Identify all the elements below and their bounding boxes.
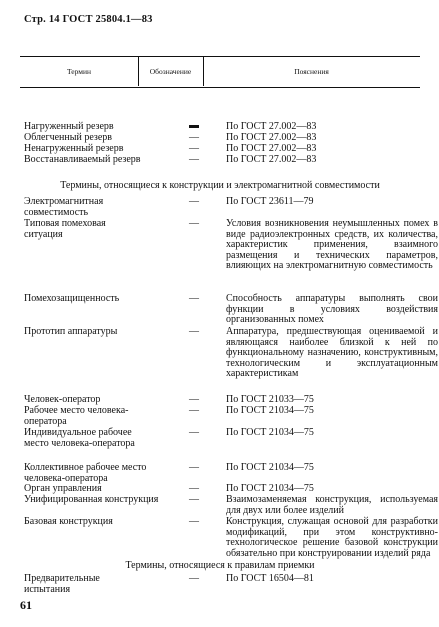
term: Человек-оператор [24, 394, 101, 405]
term: Унифицированная конструкция [24, 494, 159, 505]
explanation: По ГОСТ 21034—75 [226, 405, 314, 416]
explanation: Конструкция, служащая основой для разработки модификаций, при этом конструктивно-технологическое решение базовой конструкции обязательно при конструировании изделий ряда [226, 516, 438, 559]
table-head [20, 56, 420, 88]
explanation: По ГОСТ 23611—79 [226, 196, 314, 207]
explanation: По ГОСТ 27.002—83 [226, 143, 317, 154]
terms-table-header [20, 56, 420, 88]
explanation: По ГОСТ 21034—75 [226, 483, 314, 494]
section-title: Термины, относящиеся к конструкции и электромагнитной совместимости [60, 180, 380, 191]
term: Нагруженный резерв [24, 121, 114, 132]
designation: — [189, 394, 199, 405]
term: Типовая помеховая ситуация [24, 218, 106, 240]
explanation: По ГОСТ 21034—75 [226, 427, 314, 438]
section-title: Термины, относящиеся к правилам приемки [125, 560, 315, 571]
designation: — [189, 494, 199, 505]
designation: — [189, 132, 199, 143]
page-header [24, 14, 153, 25]
designation: — [189, 196, 199, 207]
designation: — [189, 293, 199, 304]
designation: — [189, 405, 199, 416]
term: Предварительные испытания [24, 573, 100, 595]
term: Ненагруженный резерв [24, 143, 124, 154]
page-number: 61 [20, 598, 32, 612]
designation: — [189, 573, 199, 584]
column-divider [203, 56, 204, 86]
column-divider [138, 56, 139, 86]
term: Электромагнитная совместимость [24, 196, 104, 218]
designation: — [189, 143, 199, 154]
explanation: По ГОСТ 21034—75 [226, 462, 314, 473]
designation: — [189, 218, 199, 229]
designation: — [189, 154, 199, 165]
explanation: Способность аппаратуры выполнять свои функции в условиях воздействия организованных помех [226, 293, 438, 325]
explanation: Условия возникновения неумышленных помех в виде радиоэлектронных средств, их количества, характеристик применения, взаимного размещения и технических параметров, влияющих на электромагнитную совместимость [226, 218, 438, 271]
term: Помехозащищенность [24, 293, 120, 304]
designation: — [189, 427, 199, 438]
designation: — [189, 516, 199, 527]
explanation: По ГОСТ 27.002—83 [226, 121, 317, 132]
designation: — [189, 483, 199, 494]
term: Индивидуальное рабочее место человека-оператора [24, 427, 135, 449]
col-term: Термин [66, 67, 92, 76]
term: Облегченный резерв [24, 132, 113, 143]
page-header-code: ГОСТ 25804.1—83 [62, 14, 153, 25]
term: Восстанавливаемый резерв [24, 154, 141, 165]
term: Рабочее место человека-оператора [24, 405, 129, 427]
designation: — [189, 326, 199, 337]
explanation: По ГОСТ 21033—75 [226, 394, 314, 405]
designation: — [189, 462, 199, 473]
explanation: По ГОСТ 16504—81 [226, 573, 314, 584]
term: Базовая конструкция [24, 516, 113, 527]
term: Прототип аппаратуры [24, 326, 118, 337]
col-explanation: Пояснения [294, 67, 329, 76]
explanation: По ГОСТ 27.002—83 [226, 132, 317, 143]
explanation: По ГОСТ 27.002—83 [226, 154, 317, 165]
col-designation: Обозначение [149, 67, 192, 76]
designation [182, 122, 206, 133]
term: Коллективное рабочее место человека-оператора [24, 462, 147, 484]
bold-dash-icon [189, 125, 199, 128]
explanation: Взаимозаменяемая конструкция, используемая для двух или более изделий [226, 494, 438, 516]
term: Орган управления [24, 483, 102, 494]
explanation: Аппаратура, предшествующая оцениваемой и являющаяся наиболее близкой к ней по функциональному назначению, конструктивным, технологическим и эксплуатационным характеристикам [226, 326, 438, 379]
page-header-prefix: Стр. 14 [24, 14, 60, 25]
